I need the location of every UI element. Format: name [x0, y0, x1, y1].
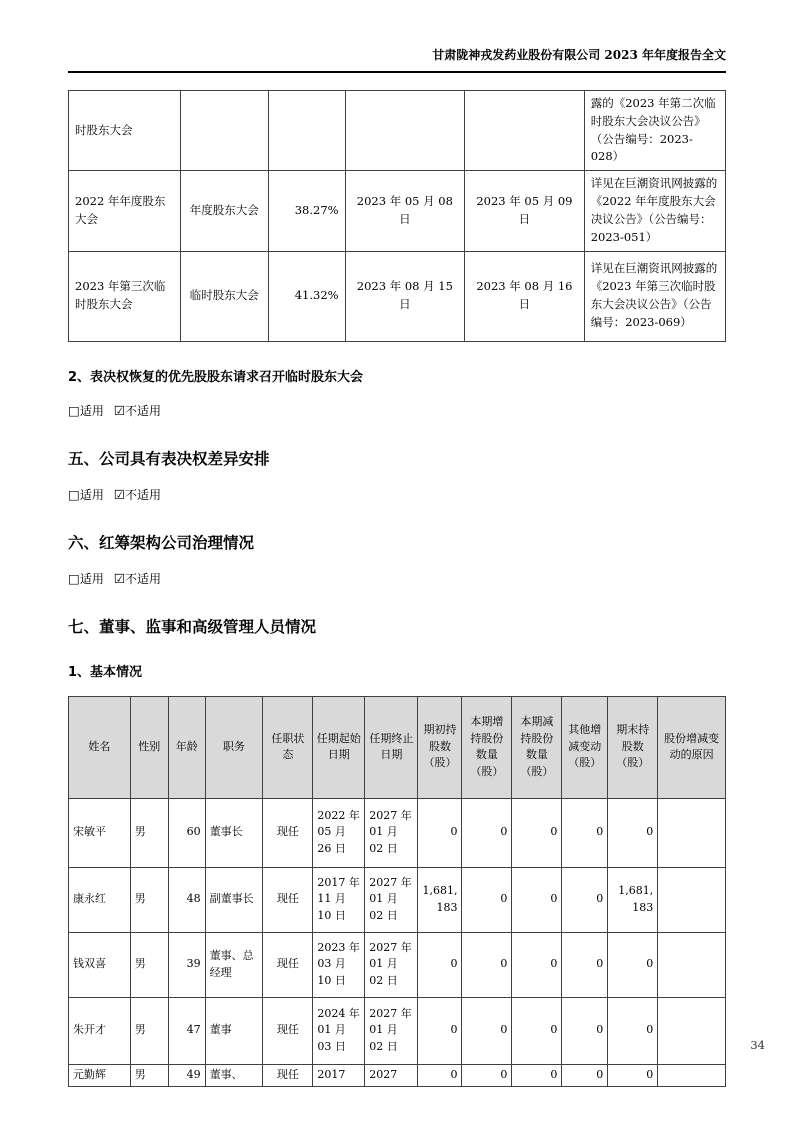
disclosure-date-cell: [465, 91, 585, 171]
change-reason-cell: [658, 867, 726, 932]
shares-added-cell: 0: [462, 867, 512, 932]
checkbox-checked-icon: ☑: [113, 486, 126, 502]
checkbox-checked-icon: ☑: [113, 570, 126, 586]
shares-reduced-cell: 0: [512, 798, 562, 867]
term-end-cell: 2027 年 01 月 02 日: [365, 997, 418, 1064]
shares-reduced-cell: 0: [512, 1064, 562, 1086]
section-heading-red-chip: 六、红筹架构公司治理情况: [68, 533, 255, 552]
change-reason-cell: [658, 932, 726, 997]
col-header-term-end: 任期终止日期: [365, 696, 418, 798]
term-start-cell: 2023 年 03 月 10 日: [313, 932, 365, 997]
col-header-age: 年龄: [168, 696, 205, 798]
status-cell: 现任: [263, 932, 313, 997]
change-reason-cell: [658, 798, 726, 867]
applicability-line: [68, 486, 726, 503]
table-row: [69, 91, 726, 171]
name-cell: 宋敏平: [69, 798, 131, 867]
col-header-shares-reduced: 本期减持股份数量（股）: [512, 696, 562, 798]
participation-ratio-cell: 41.32%: [268, 251, 345, 341]
term-end-cell: 2027 年 01 月 02 日: [365, 798, 418, 867]
shares-reduced-cell: 0: [512, 867, 562, 932]
shares-added-cell: 0: [462, 932, 512, 997]
table-row: [69, 251, 726, 341]
gender-cell: 男: [130, 798, 168, 867]
held-date-cell: 2023 年 08 月 15 日: [345, 251, 465, 341]
shares-added-cell: 0: [462, 1064, 512, 1086]
name-cell: 康永红: [69, 867, 131, 932]
page-header-title: 甘肃陇神戎发药业股份有限公司 2023 年年度报告全文: [68, 46, 726, 73]
disclosure-index-cell: 详见在巨潮资讯网披露的《2023 年第三次临时股东大会决议公告》（公告编号：2023-069）: [584, 251, 725, 341]
shares-begin-cell: 0: [418, 997, 462, 1064]
not-applicable-label: 不适用: [125, 571, 162, 586]
term-start-cell: 2017 年 11 月 10 日: [313, 867, 365, 932]
age-cell: 49: [168, 1064, 205, 1086]
table-row: [69, 171, 726, 251]
meeting-session-cell: 2022 年年度股东大会: [69, 171, 181, 251]
name-cell: 朱开才: [69, 997, 131, 1064]
meeting-session-cell: 时股东大会: [69, 91, 181, 171]
shares-end-cell: 1,681,183: [608, 867, 658, 932]
age-cell: 60: [168, 798, 205, 867]
table-row: [69, 867, 726, 932]
checkbox-checked-icon: ☑: [113, 402, 126, 418]
term-start-cell: 2022 年 05 月 26 日: [313, 798, 365, 867]
disclosure-index-cell: 露的《2023 年第二次临时股东大会决议公告》（公告编号：2023-028）: [584, 91, 725, 171]
meeting-type-cell: 临时股东大会: [180, 251, 268, 341]
gender-cell: 男: [130, 1064, 168, 1086]
meeting-type-cell: 年度股东大会: [180, 171, 268, 251]
position-cell: 副董事长: [205, 867, 263, 932]
checkbox-unchecked-icon: □: [68, 570, 80, 586]
shares-added-cell: 0: [462, 798, 512, 867]
participation-ratio-cell: 38.27%: [268, 171, 345, 251]
age-cell: 48: [168, 867, 205, 932]
shares-reduced-cell: 0: [512, 932, 562, 997]
checkbox-unchecked-icon: □: [68, 402, 80, 418]
gender-cell: 男: [130, 997, 168, 1064]
col-header-position: 职务: [205, 696, 263, 798]
applicability-line: [68, 570, 726, 587]
col-header-shares-begin: 期初持股数（股）: [418, 696, 462, 798]
section-heading-directors: 七、董事、监事和高级管理人员情况: [68, 617, 317, 636]
other-change-cell: 0: [562, 932, 608, 997]
status-cell: 现任: [263, 997, 313, 1064]
term-end-cell: 2027 年 01 月 02 日: [365, 867, 418, 932]
change-reason-cell: [658, 997, 726, 1064]
section-heading-voting-diff: 五、公司具有表决权差异安排: [68, 449, 270, 468]
age-cell: 39: [168, 932, 205, 997]
name-cell: 元勤辉: [69, 1064, 131, 1086]
checkbox-unchecked-icon: □: [68, 486, 80, 502]
change-reason-cell: [658, 1064, 726, 1086]
shares-begin-cell: 0: [418, 1064, 462, 1086]
position-cell: 董事: [205, 997, 263, 1064]
shares-reduced-cell: 0: [512, 997, 562, 1064]
col-header-name: 姓名: [69, 696, 131, 798]
status-cell: 现任: [263, 867, 313, 932]
status-cell: 现任: [263, 1064, 313, 1086]
page-number: 34: [750, 1038, 765, 1052]
term-start-cell: 2017: [313, 1064, 365, 1086]
disclosure-date-cell: 2023 年 08 月 16 日: [465, 251, 585, 341]
participation-ratio-cell: [268, 91, 345, 171]
held-date-cell: [345, 91, 465, 171]
gender-cell: 男: [130, 932, 168, 997]
shares-begin-cell: 1,681,183: [418, 867, 462, 932]
shares-end-cell: 0: [608, 997, 658, 1064]
not-applicable-label: 不适用: [125, 403, 162, 418]
applicability-line: [68, 402, 726, 419]
term-end-cell: 2027: [365, 1064, 418, 1086]
position-cell: 董事、总经理: [205, 932, 263, 997]
other-change-cell: 0: [562, 798, 608, 867]
table-row-truncated: [69, 1064, 726, 1086]
section-heading-basic-info: 1、基本情况: [68, 664, 143, 680]
disclosure-index-cell: 详见在巨潮资讯网披露的《2022 年年度股东大会决议公告》（公告编号：2023-051）: [584, 171, 725, 251]
shares-end-cell: 0: [608, 1064, 658, 1086]
disclosure-date-cell: 2023 年 05 月 09 日: [465, 171, 585, 251]
table-row: [69, 997, 726, 1064]
table-row: [69, 798, 726, 867]
col-header-gender: 性别: [130, 696, 168, 798]
col-header-term-start: 任期起始日期: [313, 696, 365, 798]
col-header-change-reason: 股份增减变动的原因: [658, 696, 726, 798]
meeting-type-cell: [180, 91, 268, 171]
position-cell: 董事长: [205, 798, 263, 867]
section-heading-preferred-request: 2、表决权恢复的优先股股东请求召开临时股东大会: [68, 369, 364, 385]
gender-cell: 男: [130, 867, 168, 932]
table-row: [69, 932, 726, 997]
not-applicable-label: 不适用: [125, 487, 162, 502]
shares-end-cell: 0: [608, 798, 658, 867]
term-start-cell: 2024 年 01 月 03 日: [313, 997, 365, 1064]
shares-end-cell: 0: [608, 932, 658, 997]
shares-added-cell: 0: [462, 997, 512, 1064]
shareholder-meetings-table: [68, 90, 726, 342]
other-change-cell: 0: [562, 1064, 608, 1086]
col-header-shares-added: 本期增持股份数量（股）: [462, 696, 512, 798]
position-cell: 董事、: [205, 1064, 263, 1086]
applicable-label: 适用: [79, 403, 104, 418]
term-end-cell: 2027 年 01 月 02 日: [365, 932, 418, 997]
col-header-shares-end: 期末持股数（股）: [608, 696, 658, 798]
meeting-session-cell: 2023 年第三次临时股东大会: [69, 251, 181, 341]
applicable-label: 适用: [79, 487, 104, 502]
directors-table: [68, 696, 726, 1087]
age-cell: 47: [168, 997, 205, 1064]
shares-begin-cell: 0: [418, 798, 462, 867]
col-header-other-change: 其他增减变动（股）: [562, 696, 608, 798]
table-header-row: [69, 696, 726, 798]
other-change-cell: 0: [562, 997, 608, 1064]
other-change-cell: 0: [562, 867, 608, 932]
name-cell: 钱双喜: [69, 932, 131, 997]
shares-begin-cell: 0: [418, 932, 462, 997]
col-header-status: 任职状态: [263, 696, 313, 798]
held-date-cell: 2023 年 05 月 08 日: [345, 171, 465, 251]
applicable-label: 适用: [79, 571, 104, 586]
status-cell: 现任: [263, 798, 313, 867]
